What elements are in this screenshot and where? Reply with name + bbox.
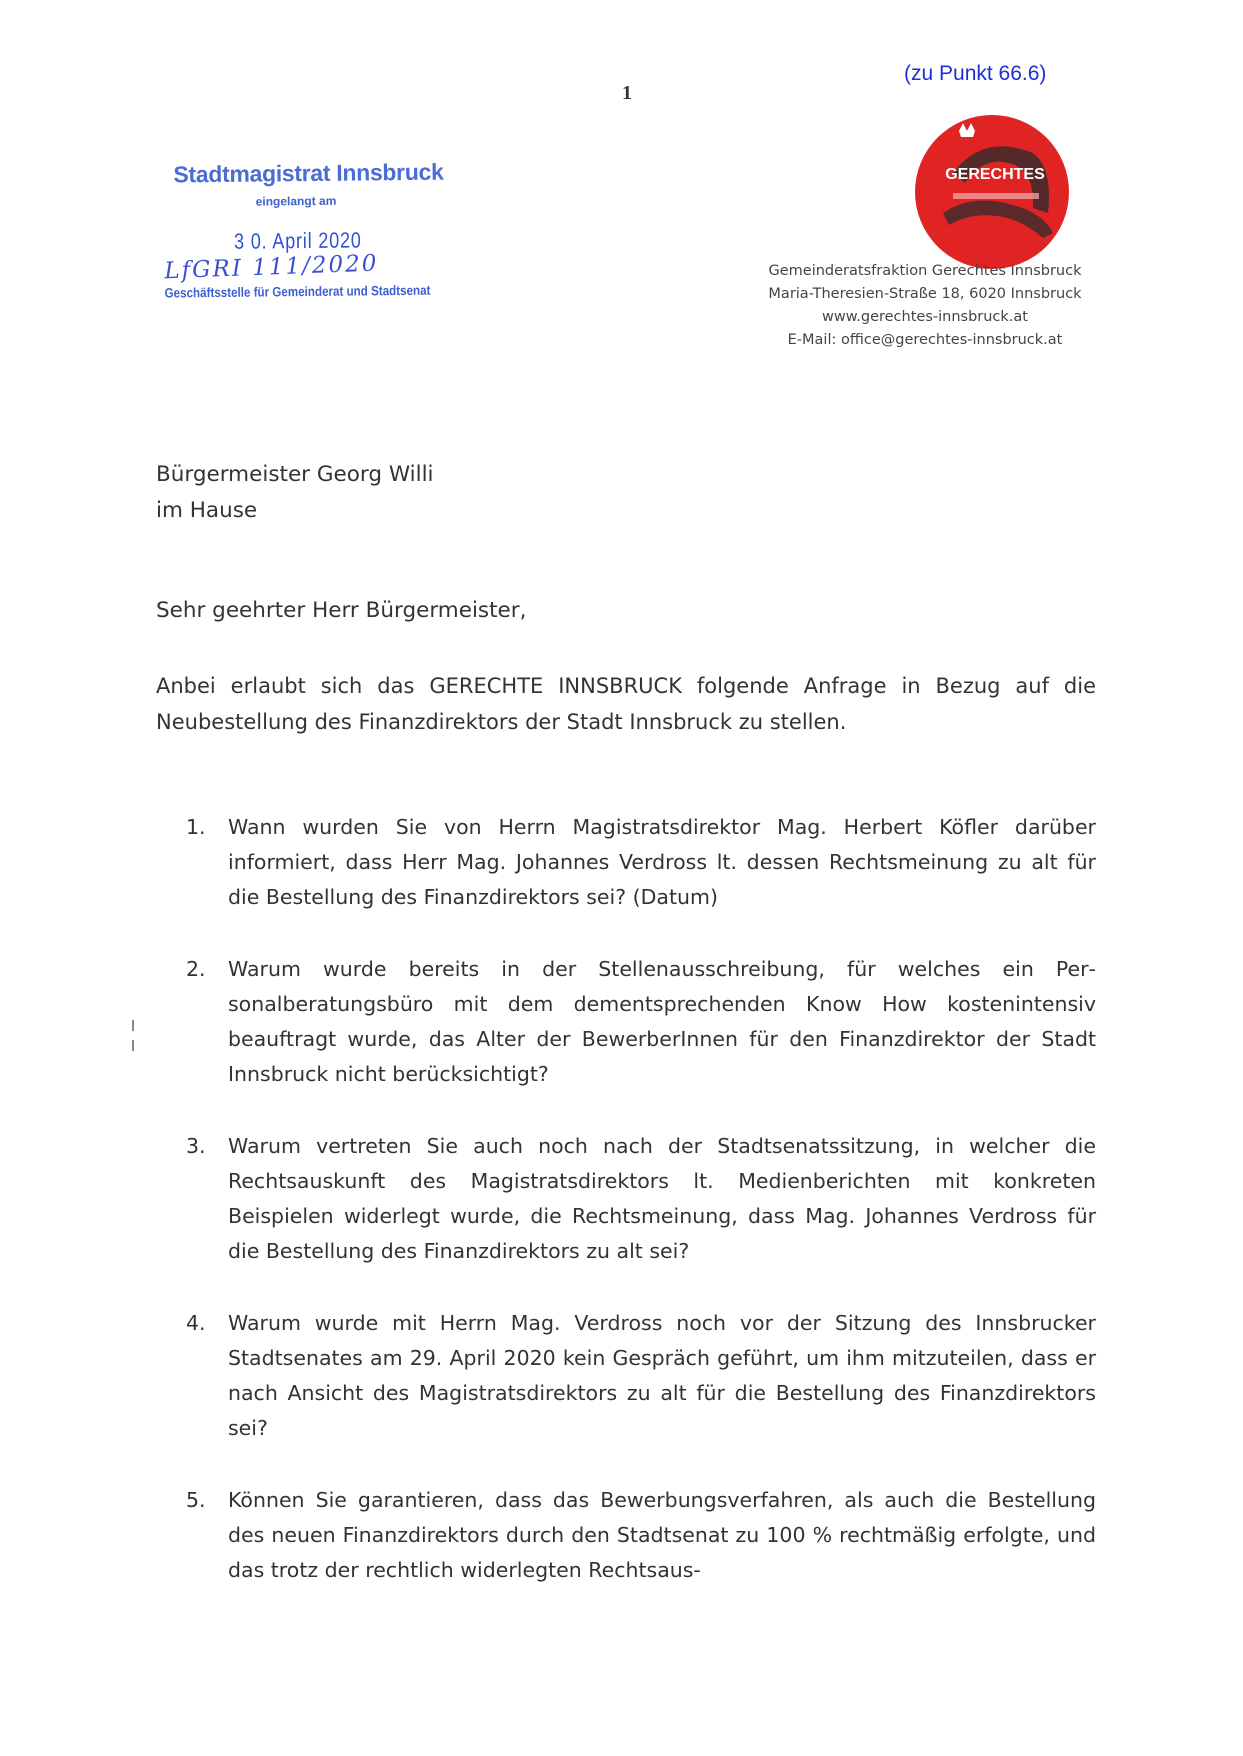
margin-mark — [132, 1020, 134, 1031]
question-text: Können Sie garantieren, dass das Bewerbungsverfahren, als auch die Bestellung des neuen Finanzdirektors durch den Stadtsenat zu 100 % rechtmäßig erfolgte, und das trotz der rechtlich widerlegten Rechtsaus- — [228, 1488, 1096, 1582]
question-item — [186, 1483, 1096, 1588]
page-number: 1 — [622, 82, 632, 104]
margin-mark — [132, 1040, 134, 1051]
gerechtes-logo — [913, 113, 1071, 271]
stamp-handwritten-reference: LfGRI 111/2020 — [163, 250, 379, 285]
question-number: 3. — [186, 1134, 206, 1158]
sender-address: Maria-Theresien-Straße 18, 6020 Innsbruck — [768, 286, 1082, 302]
sender-email: E-Mail: office@gerechtes-innsbruck.at — [787, 332, 1063, 348]
question-number: 1. — [186, 815, 206, 839]
stamp-date: 3 0. April 2020 — [233, 227, 362, 254]
sender-website: www.gerechtes-innsbruck.at — [822, 309, 1028, 325]
salutation: Sehr geehrter Herr Bürgermeister, — [156, 598, 527, 623]
sender-organization: Gemeinderatsfraktion Gerechtes Innsbruck — [768, 263, 1082, 279]
question-text: Warum vertreten Sie auch noch nach der Stadtsenatssitzung, in welcher die Rechtsauskunft des Magistratsdirektors lt. Medienberichten mit konkreten Beispielen widerlegt wurde, die Rechtsmeinung, dass Mag. Johannes Verdross für die Bestellung des Finanzdirektors zu alt sei? — [228, 1134, 1096, 1263]
question-number: 2. — [186, 957, 206, 981]
page-reference: (zu Punkt 66.6) — [904, 62, 1047, 85]
logo-text: GERECHTES — [945, 166, 1045, 183]
question-item — [186, 1129, 1096, 1269]
stamp-office: Geschäftsstelle für Gemeinderat und Stadtsenat — [164, 282, 431, 301]
receipt-stamp — [159, 158, 461, 311]
question-text: Warum wurde mit Herrn Mag. Verdross noch vor der Sitzung des Innsbrucker Stadtsenates am 29. April 2020 kein Gespräch geführt, um ihm mitzuteilen, dass er nach Ansicht des Magistratsdirektors zu alt für die Bestellung des Finanzdirektors sei? — [228, 1311, 1096, 1440]
question-item — [186, 810, 1096, 915]
logo-subtitle-bar — [953, 193, 1039, 199]
question-item — [186, 1306, 1096, 1446]
recipient-location: im Hause — [156, 498, 258, 523]
stamp-received-label: eingelangt am — [255, 193, 337, 209]
intro-paragraph: Anbei erlaubt sich das GERECHTE INNSBRUCK folgende Anfrage in Bezug auf die Neubestellung des Finanzdirektors der Stadt Innsbruck zu stellen. — [156, 674, 1096, 734]
recipient-name: Bürgermeister Georg Willi — [156, 462, 434, 487]
question-text: Wann wurden Sie von Herrn Magistratsdirektor Mag. Herbert Köfler darüber informiert, dass Herr Mag. Johannes Verdross lt. dessen Rechtsmeinung zu alt für die Bestellung des Finanzdirektors sei? (Datum) — [228, 815, 1096, 909]
stamp-authority: Stadtmagistrat Innsbruck — [173, 158, 444, 188]
sender-block — [700, 260, 1150, 352]
question-text: Warum wurde bereits in der Stellenausschreibung, für welches ein Personalberatungsbüro mit dem dementsprechenden Know How kostenintensiv beauftragt wurde, das Alter der BewerberInnen für den Finanzdirektor der Stadt Innsbruck nicht berücksichtigt? — [228, 957, 1096, 1086]
question-number: 4. — [186, 1311, 206, 1335]
question-number: 5. — [186, 1488, 206, 1512]
question-list — [186, 810, 1096, 1625]
recipient-block — [156, 457, 434, 529]
question-item — [186, 952, 1096, 1092]
